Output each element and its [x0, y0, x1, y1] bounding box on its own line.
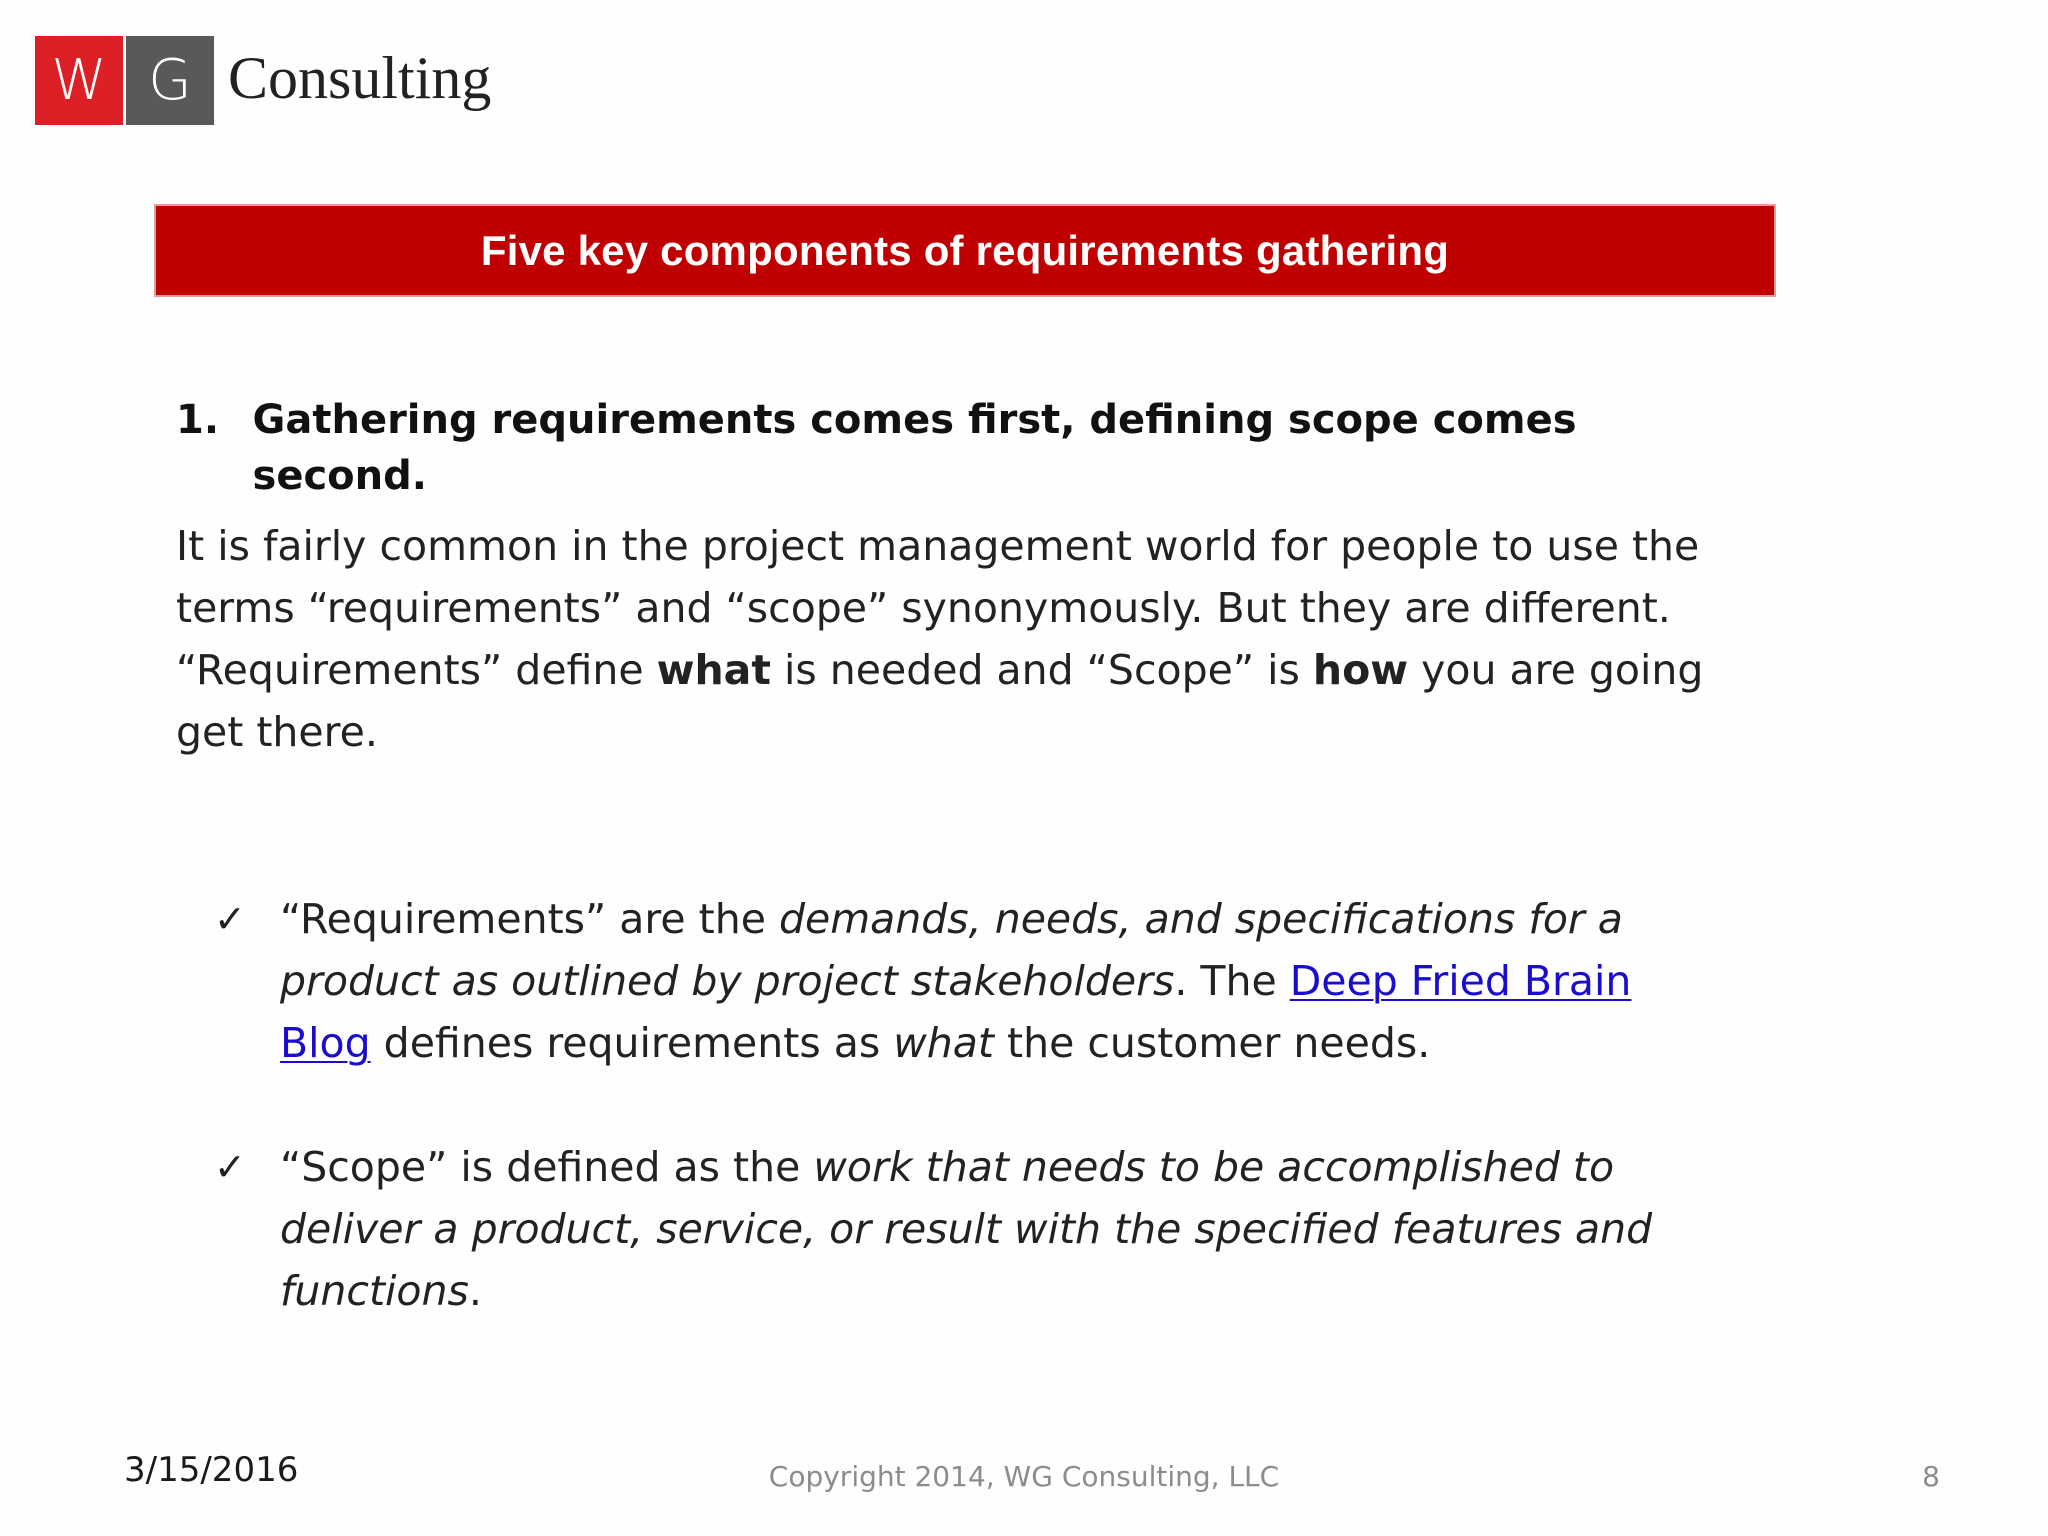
bullet-item-scope [214, 1136, 1674, 1322]
bullet-text-part: defines requirements as [370, 1019, 894, 1067]
section-heading [176, 392, 1736, 504]
deep-fried-brain-blog-link[interactable]: Deep Fried Brain Blog [280, 957, 1632, 1067]
page-number: 8 [1922, 1460, 1940, 1493]
bullet-text-part: . The [1174, 957, 1290, 1005]
bullet-text-part: . [468, 1267, 482, 1315]
checkmark-icon: ✓ [214, 897, 246, 941]
bullet-text [280, 888, 1674, 1074]
intro-text-1: It is fairly common in the project management world for people to use the terms “requirements” and “scope” synonymously. But they are different. “Requirements” define [176, 522, 1700, 694]
heading-text: Gathering requirements comes first, defining scope comes second. [252, 397, 1577, 499]
intro-paragraph [176, 515, 1756, 763]
bullet-text-part: “Scope” is defined as the [280, 1143, 814, 1191]
intro-text-3: you are going get there. [176, 646, 1704, 756]
intro-bold-what: what [656, 646, 771, 694]
bullet-text-part: “Requirements” are the [280, 895, 779, 943]
company-logo [35, 36, 491, 125]
bullet-text [280, 1136, 1674, 1322]
logo-wordmark: Consulting [228, 44, 492, 111]
logo-g-box: G [126, 36, 214, 125]
bullet-item-requirements [214, 888, 1674, 1074]
bullet-text-part: the customer needs. [993, 1019, 1431, 1067]
logo-w-box: W [35, 36, 123, 125]
footer-copyright: Copyright 2014, WG Consulting, LLC [768, 1460, 1280, 1493]
title-banner [154, 204, 1776, 297]
intro-text-2: is needed and “Scope” is [770, 646, 1313, 694]
slide-title: Five key components of requirements gathering [480, 226, 1450, 274]
checkmark-icon: ✓ [214, 1145, 246, 1189]
heading-number: 1. [176, 397, 220, 443]
bullet-list [214, 888, 1674, 1322]
bullet-italic-part: what [893, 1019, 994, 1067]
bullet-italic-part: demands, needs, and specifications for a product as outlined by project stakeholders [280, 895, 1623, 1005]
footer-date: 3/15/2016 [124, 1450, 299, 1490]
bullet-italic-part: work that needs to be accomplished to deliver a product, service, or result with the specified features and functions [280, 1143, 1653, 1315]
intro-bold-how: how [1312, 646, 1409, 694]
